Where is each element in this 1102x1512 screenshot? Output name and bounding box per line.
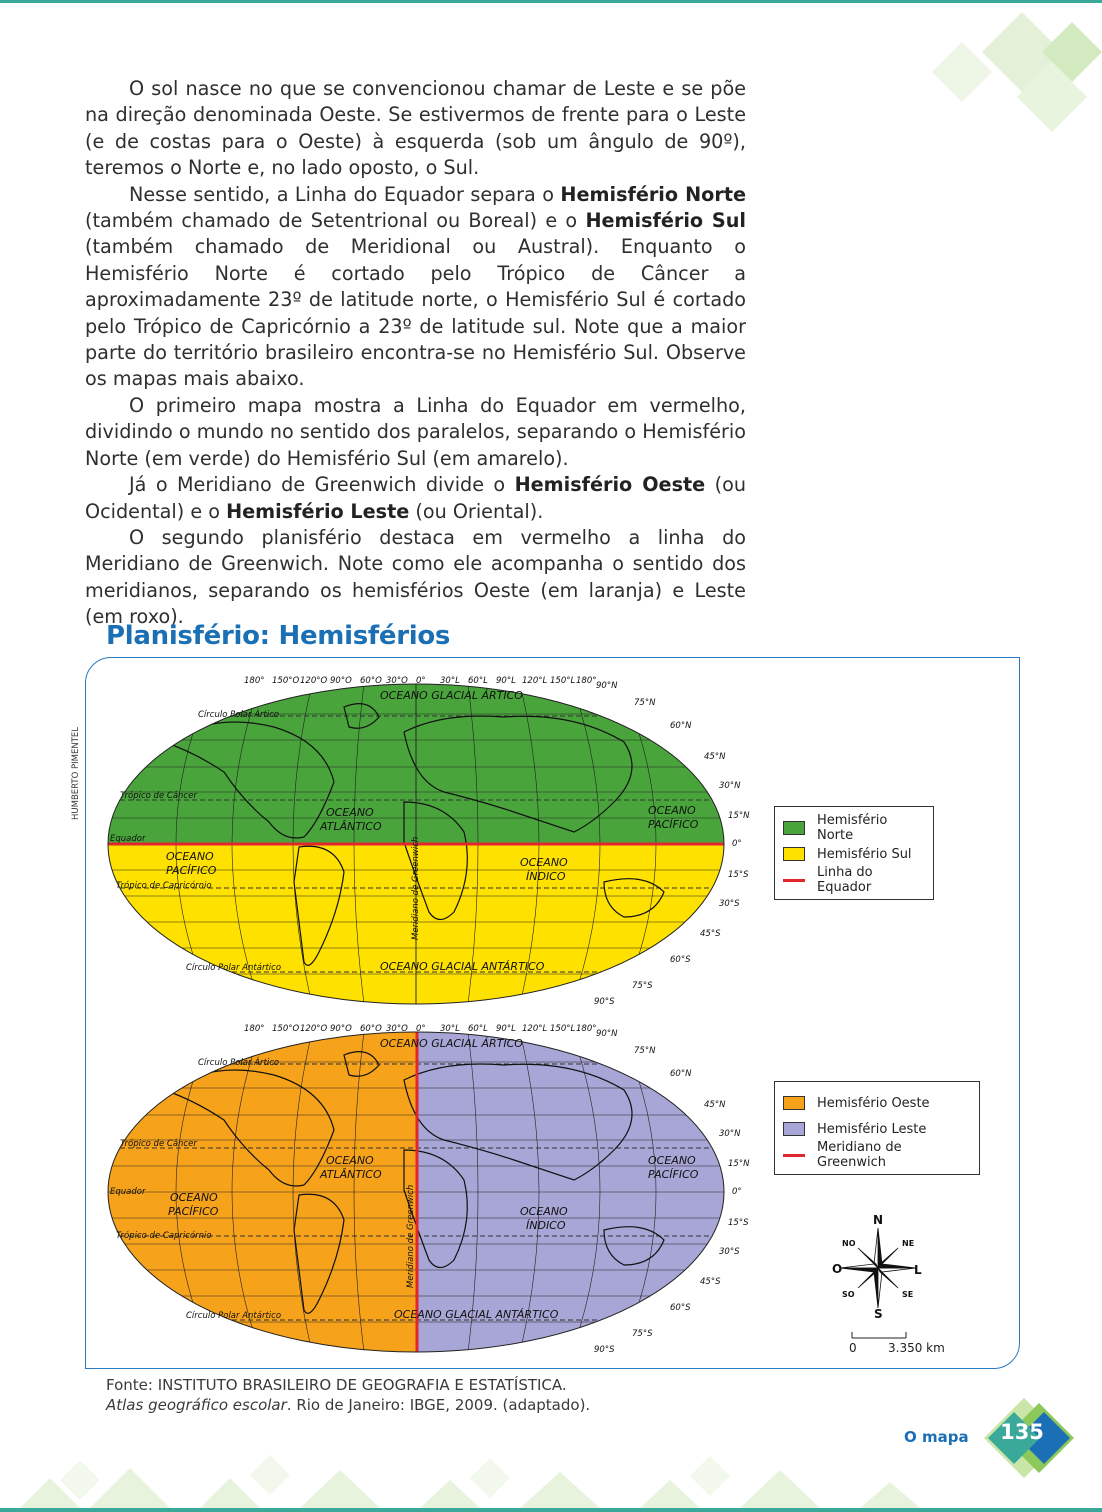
pacific-ocean-label: PACÍFICO [166, 864, 217, 877]
longitude-label: 180° [244, 676, 265, 686]
compass-northeast: NE [902, 1239, 915, 1248]
latitude-label: 15°S [728, 1218, 749, 1228]
latitude-label: 90°N [596, 681, 618, 691]
bottom-border [0, 1508, 1102, 1512]
paragraph-1: O sol nasce no que se convencionou chamar de Leste e se põe na direção denominada Oeste. Se estivermos de frente para o Leste (e de costas para o Oeste) à esquerda (sob um ângulo de 90º), teremos o Norte e, no lado oposto, o Sul. [85, 77, 746, 180]
latitude-label: 30°N [719, 781, 741, 791]
antarctic-ocean-label: OCEANO GLACIAL ANTÁRTICO [380, 960, 545, 973]
arctic-circle-label: Círculo Polar Ártico [198, 1058, 280, 1068]
paragraph-2: Nesse sentido, a Linha do Equador separa o Hemisfério Norte (também chamado de Setentrional ou Boreal) e o Hemisfério Sul (também chamado de Meridional ou Austral). Enquanto o Hemisfério Norte é cortado pelo Trópico de Câncer a aproximadamente 23º de latitude norte, o Hemisfério Sul é cortado pelo Trópico de Capricórnio a 23º de latitude sul. Note que a maior parte do território brasileiro encontra-se no Hemisfério Sul. Observe os mapas mais abaixo. [85, 182, 746, 391]
longitude-label: 60°L [468, 676, 488, 686]
atlantic-ocean-label: ATLÂNTICO [320, 1168, 382, 1181]
longitude-label: 30°O [386, 1024, 408, 1034]
paragraph-4: Já o Meridiano de Greenwich divide o Hemisfério Oeste (ou Ocidental) e o Hemisfério Leste (ou Oriental). [85, 473, 746, 523]
latitude-label: 30°N [719, 1129, 741, 1139]
top-border [0, 0, 1102, 3]
greenwich-label: Meridiano de Greenwich [406, 1184, 416, 1288]
latitude-label: 60°N [670, 721, 692, 731]
longitude-label: 150°L [550, 1024, 576, 1034]
map-north-south [104, 672, 750, 1012]
latitude-label: 0° [732, 839, 742, 849]
compass-north: N [873, 1213, 884, 1227]
longitude-label: 60°O [360, 1024, 382, 1034]
antarctic-circle-label: Círculo Polar Antártico [186, 1311, 282, 1321]
compass-southeast: SE [902, 1290, 914, 1299]
longitude-label: 150°L [550, 676, 576, 686]
atlantic-ocean-label: OCEANO [326, 1154, 374, 1167]
longitude-label: 30°L [440, 1024, 460, 1034]
arctic-ocean-label: OCEANO GLACIAL ÁRTICO [380, 1037, 523, 1050]
legend-item-west [783, 1090, 969, 1116]
longitude-label: 180° [576, 676, 597, 686]
latitude-label: 0° [732, 1187, 742, 1197]
legend-label-greenwich: Meridiano de Greenwich [817, 1140, 902, 1170]
compass-southwest: SO [842, 1290, 855, 1299]
antarctic-ocean-label: OCEANO GLACIAL ANTÁRTICO [394, 1308, 559, 1321]
atlantic-ocean-label: ATLÂNTICO [320, 820, 382, 833]
longitude-label: 120°O [300, 1024, 328, 1034]
map-west-east [104, 1020, 750, 1360]
legend-label-equator: Linha do Equador [817, 865, 873, 895]
longitude-label: 150°O [272, 676, 300, 686]
tropic-cancer-label: Trópico de Câncer [120, 1139, 197, 1149]
longitude-label: 120°L [522, 1024, 548, 1034]
latitude-label: 60°S [670, 1303, 691, 1313]
longitude-label: 150°O [272, 1024, 300, 1034]
top-decoration [902, 12, 1102, 132]
latitude-label: 75°S [632, 1329, 653, 1339]
longitude-label: 120°O [300, 676, 328, 686]
legend-item-north [783, 815, 923, 841]
longitude-label: 90°O [330, 1024, 352, 1034]
legend-item-east [783, 1116, 969, 1142]
body-text [85, 76, 746, 631]
compass-west: O [832, 1262, 843, 1276]
latitude-label: 60°S [670, 955, 691, 965]
latitude-label: 45°S [700, 1277, 721, 1287]
chapter-label: O mapa [904, 1428, 969, 1446]
pacific-ocean-label: OCEANO [166, 850, 214, 863]
tropic-capricorn-label: Trópico de Capricórnio [116, 1231, 212, 1241]
legend-item-equator [783, 867, 923, 893]
latitude-label: 30°S [719, 899, 740, 909]
legend-label-east: Hemisfério Leste [817, 1121, 927, 1137]
compass-south: S [874, 1307, 883, 1321]
latitude-label: 15°S [728, 870, 749, 880]
antarctic-circle-label: Círculo Polar Antártico [186, 963, 282, 973]
latitude-label: 75°S [632, 981, 653, 991]
pacific-ocean-label: PACÍFICO [648, 1168, 699, 1181]
pacific-ocean-label: PACÍFICO [168, 1205, 219, 1218]
latitude-label: 90°S [594, 997, 615, 1007]
pacific-ocean-label: PACÍFICO [648, 818, 699, 831]
longitude-label: 30°L [440, 676, 460, 686]
legend-label-west: Hemisfério Oeste [817, 1095, 930, 1111]
legend-west-east [774, 1081, 980, 1175]
indian-ocean-label: OCEANO [520, 856, 568, 869]
latitude-label: 15°N [728, 1159, 750, 1169]
source-line-2: Atlas geográfico escolar. Rio de Janeiro: IBGE, 2009. (adaptado). [106, 1396, 591, 1414]
photo-credit [66, 700, 82, 820]
legend-item-greenwich [783, 1142, 969, 1168]
paragraph-5: O segundo planisfério destaca em vermelho a linha do Meridiano de Greenwich. Note como ele acompanha o sentido dos meridianos, separando os hemisférios Oeste (em laranja) e Leste (em roxo). [85, 525, 746, 629]
longitude-label: 90°L [496, 676, 516, 686]
equator-label: Equador [110, 1187, 146, 1197]
greenwich-line-swatch [783, 1154, 805, 1157]
indian-ocean-label: ÍNDICO [526, 1219, 566, 1232]
arctic-ocean-label: OCEANO GLACIAL ÁRTICO [380, 689, 523, 702]
longitude-label: 180° [576, 1024, 597, 1034]
longitude-label: 60°L [468, 1024, 488, 1034]
legend-item-south [783, 841, 923, 867]
paragraph-3: O primeiro mapa mostra a Linha do Equador em vermelho, dividindo o mundo no sentido dos paralelos, separando o Hemisfério Norte (em verde) do Hemisfério Sul (em amarelo). [85, 393, 746, 470]
page-number: 135 [1000, 1420, 1044, 1444]
latitude-label: 90°S [594, 1345, 615, 1355]
longitude-label: 180° [244, 1024, 265, 1034]
tropic-cancer-label: Trópico de Câncer [120, 791, 197, 801]
latitude-label: 45°N [704, 1100, 726, 1110]
section-title: Planisfério: Hemisférios [106, 621, 451, 651]
credit-text: HUMBERTO PIMENTEL [71, 726, 81, 820]
south-swatch [783, 847, 805, 861]
compass-east: L [914, 1263, 922, 1277]
scale-zero: 0 [849, 1341, 857, 1355]
latitude-label: 75°N [634, 1046, 656, 1056]
latitude-label: 45°N [704, 752, 726, 762]
source-citation [106, 1375, 590, 1415]
greenwich-label: Meridiano de Greenwich [411, 836, 421, 940]
tropic-capricorn-label: Trópico de Capricórnio [116, 881, 212, 891]
arctic-circle-label: Círculo Polar Ártico [198, 710, 280, 720]
indian-ocean-label: OCEANO [520, 1205, 568, 1218]
pacific-ocean-label: OCEANO [648, 804, 696, 817]
atlantic-ocean-label: OCEANO [326, 806, 374, 819]
scale-bar [846, 1330, 966, 1358]
equator-line-swatch [783, 879, 805, 882]
legend-label-north: Hemisfério Norte [817, 813, 888, 843]
pacific-ocean-label: OCEANO [170, 1191, 218, 1204]
longitude-label: 0° [416, 676, 426, 686]
indian-ocean-label: ÍNDICO [526, 870, 566, 883]
latitude-label: 60°N [670, 1069, 692, 1079]
latitude-label: 15°N [728, 811, 750, 821]
legend-label-south: Hemisfério Sul [817, 846, 912, 862]
equator-label: Equador [110, 834, 146, 844]
longitude-label: 120°L [522, 676, 548, 686]
longitude-label: 30°O [386, 676, 408, 686]
longitude-label: 60°O [360, 676, 382, 686]
longitude-label: 0° [416, 1024, 426, 1034]
west-swatch [783, 1096, 805, 1110]
latitude-label: 75°N [634, 698, 656, 708]
scale-distance: 3.350 km [888, 1341, 945, 1355]
latitude-label: 90°N [596, 1029, 618, 1039]
legend-north-south [774, 806, 934, 900]
pacific-ocean-label: OCEANO [648, 1154, 696, 1167]
compass-northwest: NO [842, 1239, 856, 1248]
latitude-label: 45°S [700, 929, 721, 939]
compass-rose-icon [828, 1213, 928, 1321]
latitude-label: 30°S [719, 1247, 740, 1257]
source-line-1: Fonte: INSTITUTO BRASILEIRO DE GEOGRAFIA E ESTATÍSTICA. [106, 1376, 567, 1394]
east-swatch [783, 1122, 805, 1136]
longitude-label: 90°L [496, 1024, 516, 1034]
north-swatch [783, 821, 805, 835]
longitude-label: 90°O [330, 676, 352, 686]
